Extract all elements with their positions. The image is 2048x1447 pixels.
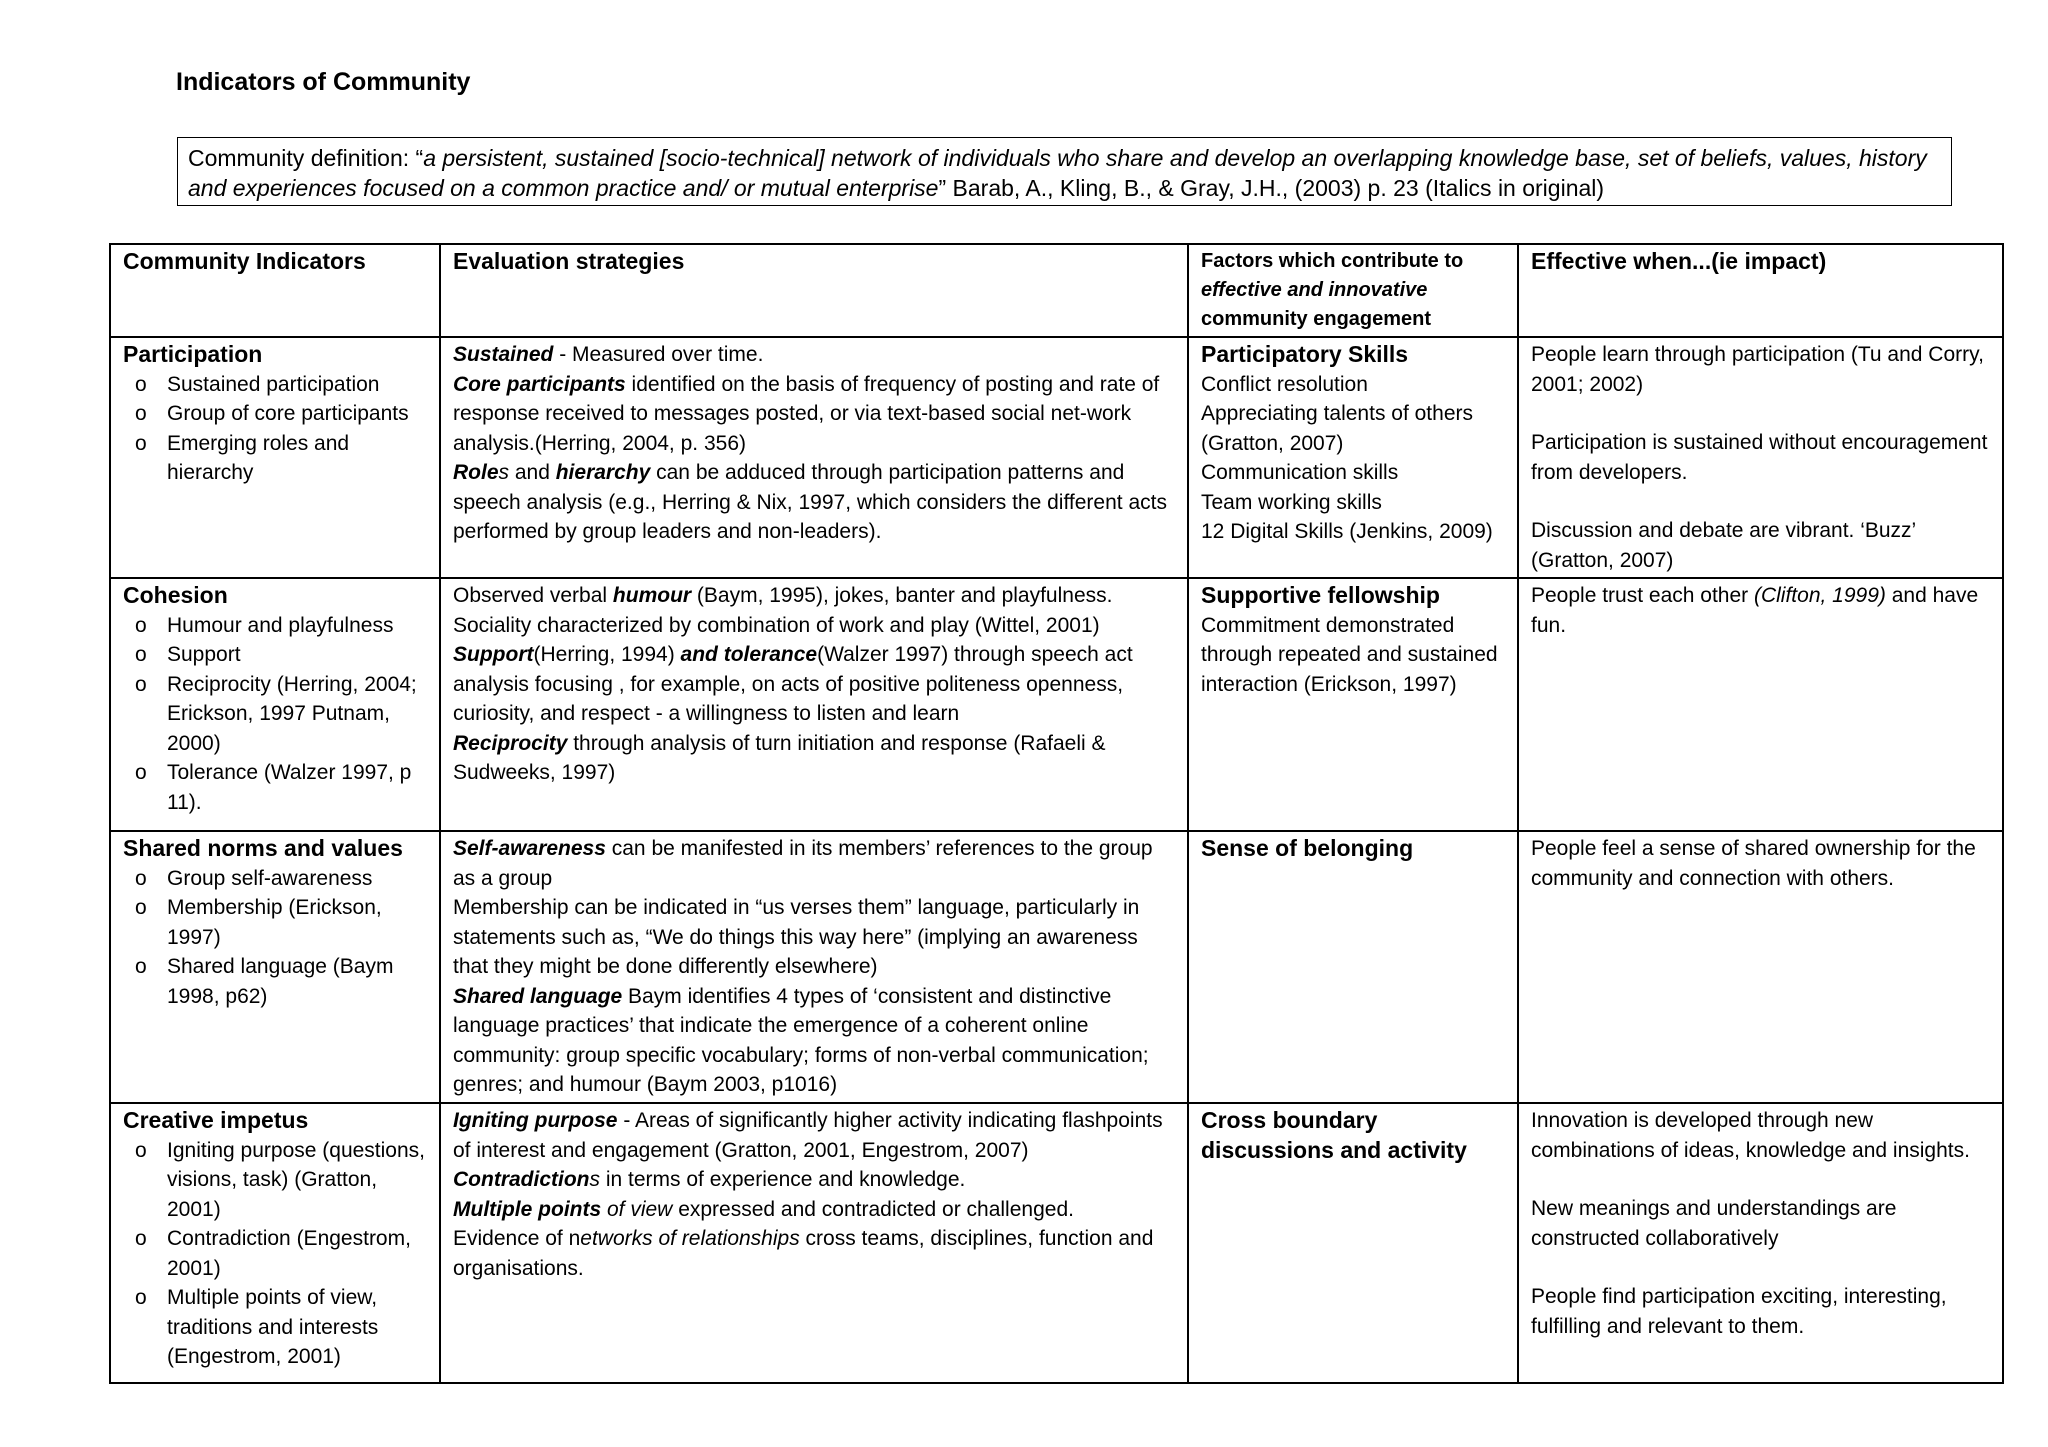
- indicator-cell: [110, 1103, 440, 1383]
- impact-text: Participation is sustained without encouragement from developers.: [1531, 431, 1988, 484]
- factor-cell: [1188, 1103, 1518, 1383]
- impact-text: People find participation exciting, interesting, fulfilling and relevant to them.: [1531, 1285, 1947, 1338]
- indicator-category: Creative impetus: [123, 1107, 309, 1133]
- indicators-table: [109, 243, 2004, 1384]
- impact-text: Discussion and debate are vibrant. ‘Buzz’ (Gratton, 2007): [1531, 519, 1916, 572]
- table-row: [110, 831, 2003, 1103]
- factor-item: 12 Digital Skills (Jenkins, 2009): [1201, 520, 1493, 543]
- list-item: o Membership (Erickson, 1997): [123, 893, 427, 952]
- factor-cell: [1188, 831, 1518, 1103]
- header-factors-line2: effective and innovative: [1201, 279, 1428, 301]
- eval-text: through analysis of turn initiation and response (Rafaeli & Sudweeks, 1997): [453, 731, 1106, 784]
- indicator-list: [123, 611, 427, 818]
- evaluation-cell: [440, 1103, 1188, 1383]
- header-label: Community Indicators: [123, 248, 366, 274]
- eval-line: [453, 1165, 1175, 1195]
- eval-line: [453, 982, 1175, 1100]
- header-factors-line1: Factors which contribute to: [1201, 250, 1464, 272]
- eval-term: Core participants: [453, 372, 626, 396]
- factor-title: Cross boundary discussions and activity: [1201, 1107, 1467, 1163]
- header-label: Evaluation strategies: [453, 248, 685, 274]
- eval-text: can be adduced through participation patterns and speech analysis (e.g., Herring & Nix, 1997, which considers the different acts performed by group leaders and non-leaders).: [453, 461, 1167, 543]
- definition-quote: a persistent, sustained [socio-technical] network of individuals who share and develop an overlapping knowledge base, set of beliefs, values, history and experiences focused on a common practice and/ or mutual enterprise: [188, 145, 1927, 201]
- eval-line: Sociality characterized by combination of work and play (Wittel, 2001): [453, 613, 1100, 637]
- eval-text: and: [509, 461, 556, 484]
- indicator-cell: [110, 831, 440, 1103]
- eval-term: Contradiction: [453, 1168, 590, 1191]
- impact-text-part: and have fun.: [1531, 584, 1979, 637]
- impact-cell: [1518, 337, 2003, 578]
- definition-lead: Community definition: “: [188, 145, 424, 171]
- list-item: o Tolerance (Walzer 1997, p 11).: [123, 758, 427, 817]
- eval-line: [453, 1224, 1175, 1283]
- indicator-category: Cohesion: [123, 582, 228, 608]
- eval-text: can be manifested in its members’ references to the group as a group: [453, 837, 1153, 890]
- eval-line: [453, 370, 1175, 459]
- factor-title: Participatory Skills: [1201, 341, 1409, 367]
- list-item: o Humour and playfulness: [123, 611, 427, 641]
- factor-title: Supportive fellowship: [1201, 582, 1440, 608]
- page-title: Indicators of Community: [176, 68, 471, 96]
- factor-item: Appreciating talents of others (Gratton, 2007): [1201, 402, 1473, 455]
- eval-term: humour: [612, 584, 692, 607]
- eval-term: Igniting purpose: [453, 1109, 618, 1132]
- eval-term-suffix: s: [498, 461, 510, 484]
- eval-term-suffix: of view: [601, 1197, 673, 1221]
- impact-cell: [1518, 831, 2003, 1103]
- eval-text: Evidence of n: [453, 1227, 581, 1250]
- evaluation-cell: [440, 578, 1188, 831]
- header-factors: [1188, 244, 1518, 337]
- factor-item: Conflict resolution: [1201, 372, 1368, 396]
- eval-term: and tolerance: [680, 643, 818, 666]
- list-item: o Contradiction (Engestrom, 2001): [123, 1224, 427, 1283]
- eval-term: Self-awareness: [453, 837, 606, 860]
- eval-line: [453, 340, 1175, 370]
- impact-text: [1531, 581, 1990, 640]
- impact-text: New meanings and understandings are constructed collaboratively: [1531, 1197, 1897, 1250]
- impact-text: People learn through participation (Tu and Corry, 2001; 2002): [1531, 343, 1984, 396]
- impact-cell: [1518, 1103, 2003, 1383]
- impact-cell: [1518, 578, 2003, 831]
- eval-text: Observed verbal: [453, 584, 613, 607]
- impact-citation: (Clifton, 1999): [1753, 584, 1886, 607]
- indicator-cell: [110, 337, 440, 578]
- factor-title: Sense of belonging: [1201, 835, 1414, 861]
- eval-term: Role: [453, 461, 499, 484]
- impact-text: Innovation is developed through new combinations of ideas, knowledge and insights.: [1531, 1109, 1970, 1162]
- factor-cell: [1188, 578, 1518, 831]
- eval-term: Shared language: [453, 984, 623, 1008]
- eval-text: (Walzer 1997) through speech act analysis focusing , for example, on acts of positive politeness openness, curiosity, and respect - a willingness to listen and learn: [453, 643, 1133, 725]
- indicator-list: [123, 864, 427, 1012]
- eval-term: Multiple points: [453, 1197, 602, 1221]
- indicator-list: [123, 1136, 427, 1372]
- indicator-category: Participation: [123, 341, 263, 367]
- eval-text: (Baym, 1995), jokes, banter and playfulness.: [691, 584, 1113, 607]
- header-factors-line3: community engagement: [1201, 308, 1432, 330]
- eval-text: (Herring, 1994): [533, 643, 681, 666]
- impact-text: People feel a sense of shared ownership for the community and connection with others.: [1531, 837, 1976, 890]
- list-item: o Group of core participants: [123, 399, 427, 429]
- header-label: [1201, 247, 1505, 334]
- eval-term: etworks of relationships: [580, 1227, 800, 1250]
- eval-line: Membership can be indicated in “us verses them” language, particularly in statements such as, “We do things this way here” (implying an awareness that they might be done differently elsewhere): [453, 896, 1140, 978]
- eval-line: [453, 458, 1175, 547]
- factor-item: Communication skills: [1201, 461, 1399, 484]
- factor-item: Team working skills: [1201, 490, 1382, 514]
- eval-text: cross teams, disciplines, function and organisations.: [453, 1227, 1154, 1280]
- eval-text: identified on the basis of frequency of posting and rate of response received to messages posted, or via text-based social net-work analysis.(Herring, 2004, p. 356): [453, 372, 1160, 455]
- eval-text: - Areas of significantly higher activity indicating flashpoints of interest and engagement (Gratton, 2001, Engestrom, 2007): [453, 1109, 1163, 1162]
- table-row: [110, 337, 2003, 578]
- list-item: o Igniting purpose (questions, visions, task) (Gratton, 2001): [123, 1136, 427, 1225]
- eval-line: [453, 834, 1175, 893]
- eval-line: [453, 581, 1175, 611]
- eval-line: [453, 729, 1175, 788]
- definition-box: [177, 137, 1952, 206]
- indicator-cell: [110, 578, 440, 831]
- eval-line: [453, 640, 1175, 729]
- table-row: [110, 1103, 2003, 1383]
- impact-text-part: People trust each other: [1531, 584, 1754, 607]
- eval-term: hierarchy: [555, 461, 651, 484]
- header-label: Effective when...(ie impact): [1531, 248, 1827, 274]
- list-item: o Reciprocity (Herring, 2004; Erickson, 1997 Putnam, 2000): [123, 670, 427, 759]
- definition-citation: ” Barab, A., Kling, B., & Gray, J.H., (2003) p. 23 (Italics in original): [938, 175, 1605, 201]
- table-row: [110, 578, 2003, 831]
- eval-term: Reciprocity: [453, 731, 568, 755]
- eval-text: Baym identifies 4 types of ‘consistent and distinctive language practices’ that indicate the emergence of a coherent online community: group specific vocabulary; forms of non-verbal communication; genres; and humour (Baym 2003, p1016): [453, 984, 1149, 1096]
- eval-term: Support: [453, 643, 534, 666]
- eval-line: [453, 1195, 1175, 1225]
- evaluation-cell: [440, 337, 1188, 578]
- list-item: o Group self-awareness: [123, 864, 427, 894]
- eval-term: Sustained: [453, 343, 554, 366]
- indicator-category: Shared norms and values: [123, 835, 403, 861]
- list-item: o Shared language (Baym 1998, p62): [123, 952, 427, 1011]
- indicator-list: [123, 370, 427, 488]
- eval-text: expressed and contradicted or challenged.: [672, 1197, 1074, 1221]
- factor-cell: [1188, 337, 1518, 578]
- eval-line: [453, 1106, 1175, 1165]
- list-item: o Emerging roles and hierarchy: [123, 429, 427, 488]
- list-item: o Multiple points of view, traditions and interests (Engestrom, 2001): [123, 1283, 427, 1372]
- factor-item: Commitment demonstrated through repeated and sustained interaction (Erickson, 1997): [1201, 613, 1498, 696]
- evaluation-cell: [440, 831, 1188, 1103]
- table-header-row: [110, 244, 2003, 337]
- eval-text: - Measured over time.: [553, 343, 764, 366]
- header-evaluation-strategies: [440, 244, 1188, 337]
- eval-text: in terms of experience and knowledge.: [600, 1168, 966, 1191]
- header-community-indicators: [110, 244, 440, 337]
- list-item: o Support: [123, 640, 427, 670]
- list-item: o Sustained participation: [123, 370, 427, 400]
- header-effective-when: [1518, 244, 2003, 337]
- eval-term-suffix: s: [589, 1168, 600, 1191]
